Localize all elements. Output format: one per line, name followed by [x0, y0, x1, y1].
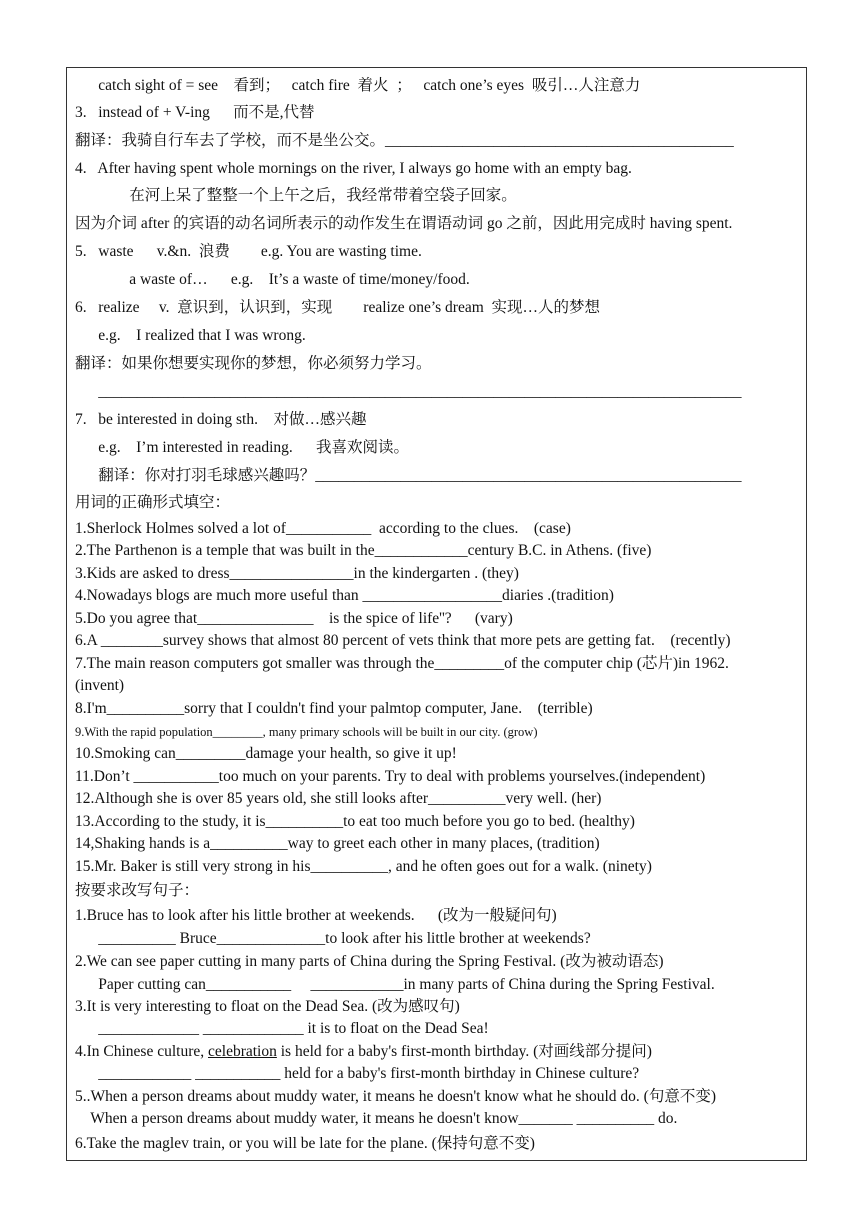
text-line: 1.Bruce has to look after his little brother at weekends. (改为一般疑问句): [75, 907, 557, 924]
text-line: 翻译：你对打羽毛球感兴趣吗？_______________________________________________________: [75, 467, 742, 484]
text-line: 3.It is very interesting to float on the Dead Sea. (改为感叹句): [75, 998, 460, 1015]
text-line: 8.I'm__________sorry that I couldn't find your palmtop computer, Jane. (terrible): [75, 700, 593, 717]
text-line: 10.Smoking can_________damage your health, so give it up!: [75, 745, 457, 762]
text-line: 6.Take the maglev train, or you will be late for the plane. (保持句意不变): [75, 1135, 535, 1152]
text-line: ____________ ___________ held for a baby's first-month birthday in Chinese culture?: [75, 1065, 640, 1082]
text-line: 6. realize v. 意识到，认识到，实现 realize one’s dream 实现…人的梦想: [75, 299, 601, 316]
text-line: 14,Shaking hands is a__________way to greet each other in many places, (tradition): [75, 835, 600, 852]
text-line: 12.Although she is over 85 years old, she still looks after__________very well. (her): [75, 790, 602, 807]
text-line: ___________________________________________________________________________________: [75, 383, 742, 400]
text-line: e.g. I realized that I was wrong.: [75, 327, 306, 344]
text-line: 4. After having spent whole mornings on the river, I always go home with an empty bag.: [75, 160, 632, 177]
text-line: 3. instead of + V-ing 而不是,代替: [75, 104, 315, 121]
text-line: (invent): [75, 677, 125, 694]
text-line: Paper cutting can___________ ____________in many parts of China during the Spring Festival.: [75, 976, 715, 993]
text-line: 5. waste v.&n. 浪费 e.g. You are wasting time.: [75, 243, 422, 260]
text-line: 9.With the rapid population________, many primary schools will be built in our city. (grow): [75, 725, 538, 739]
text-line: 用词的正确形式填空：: [75, 494, 231, 511]
text-line: 7. be interested in doing sth. 对做…感兴趣: [75, 411, 367, 428]
text-line: 2.We can see paper cutting in many parts of China during the Spring Festival. (改为被动语态): [75, 953, 664, 970]
text-line: 13.According to the study, it is__________to eat too much before you go to bed. (healthy): [75, 813, 635, 830]
text-line: 翻译：我骑自行车去了学校，而不是坐公交。_____________________________________________: [75, 132, 734, 149]
text-line: 2.The Parthenon is a temple that was built in the____________century B.C. in Athens. (five): [75, 542, 652, 559]
text-line: 5..When a person dreams about muddy water, it means he doesn't know what he should do. (句意不变): [75, 1088, 716, 1105]
text-line: catch sight of = see 看到； catch fire 着火 ； catch one’s eyes 吸引…人注意力: [75, 77, 641, 94]
text-line: 7.The main reason computers got smaller was through the_________of the computer chip (芯片)in 1962.: [75, 655, 729, 672]
text-line: 5.Do you agree that_______________ is the spice of life''? (vary): [75, 610, 513, 627]
text-line: 按要求改写句子：: [75, 882, 200, 899]
text-line: 1.Sherlock Holmes solved a lot of___________ according to the clues. (case): [75, 520, 571, 537]
text-line: 翻译：如果你想要实现你的梦想，你必须努力学习。: [75, 355, 432, 372]
text-line: 11.Don’t ___________too much on your parents. Try to deal with problems yourselves.(independent): [75, 768, 706, 785]
text-line: 4.In Chinese culture, celebration is held for a baby's first-month birthday. (对画线部分提问): [75, 1043, 652, 1060]
text-line: __________ Bruce______________to look after his little brother at weekends?: [75, 930, 591, 947]
text-line: When a person dreams about muddy water, it means he doesn't know_______ __________ do.: [75, 1110, 678, 1127]
text-line: 因为介词 after 的宾语的动名词所表示的动作发生在谓语动词 go 之前，因此用完成时 having spent.: [75, 215, 733, 232]
text-line: 15.Mr. Baker is still very strong in his__________, and he often goes out for a walk. (ninety): [75, 858, 652, 875]
text-line: 3.Kids are asked to dress________________in the kindergarten . (they): [75, 565, 519, 582]
text-line: 在河上呆了整整一个上午之后，我经常带着空袋子回家。: [75, 187, 517, 204]
text-line: e.g. I’m interested in reading. 我喜欢阅读。: [75, 439, 410, 456]
underlined-word: celebration: [208, 1043, 277, 1060]
worksheet-frame: [66, 67, 807, 1161]
text-line: 6.A ________survey shows that almost 80 percent of vets think that more pets are getting fat. (recently): [75, 632, 731, 649]
text-line: a waste of… e.g. It’s a waste of time/money/food.: [75, 271, 470, 288]
text-line: _____________ _____________ it is to float on the Dead Sea!: [75, 1020, 489, 1037]
text-line: 4.Nowadays blogs are much more useful than __________________diaries .(tradition): [75, 587, 614, 604]
